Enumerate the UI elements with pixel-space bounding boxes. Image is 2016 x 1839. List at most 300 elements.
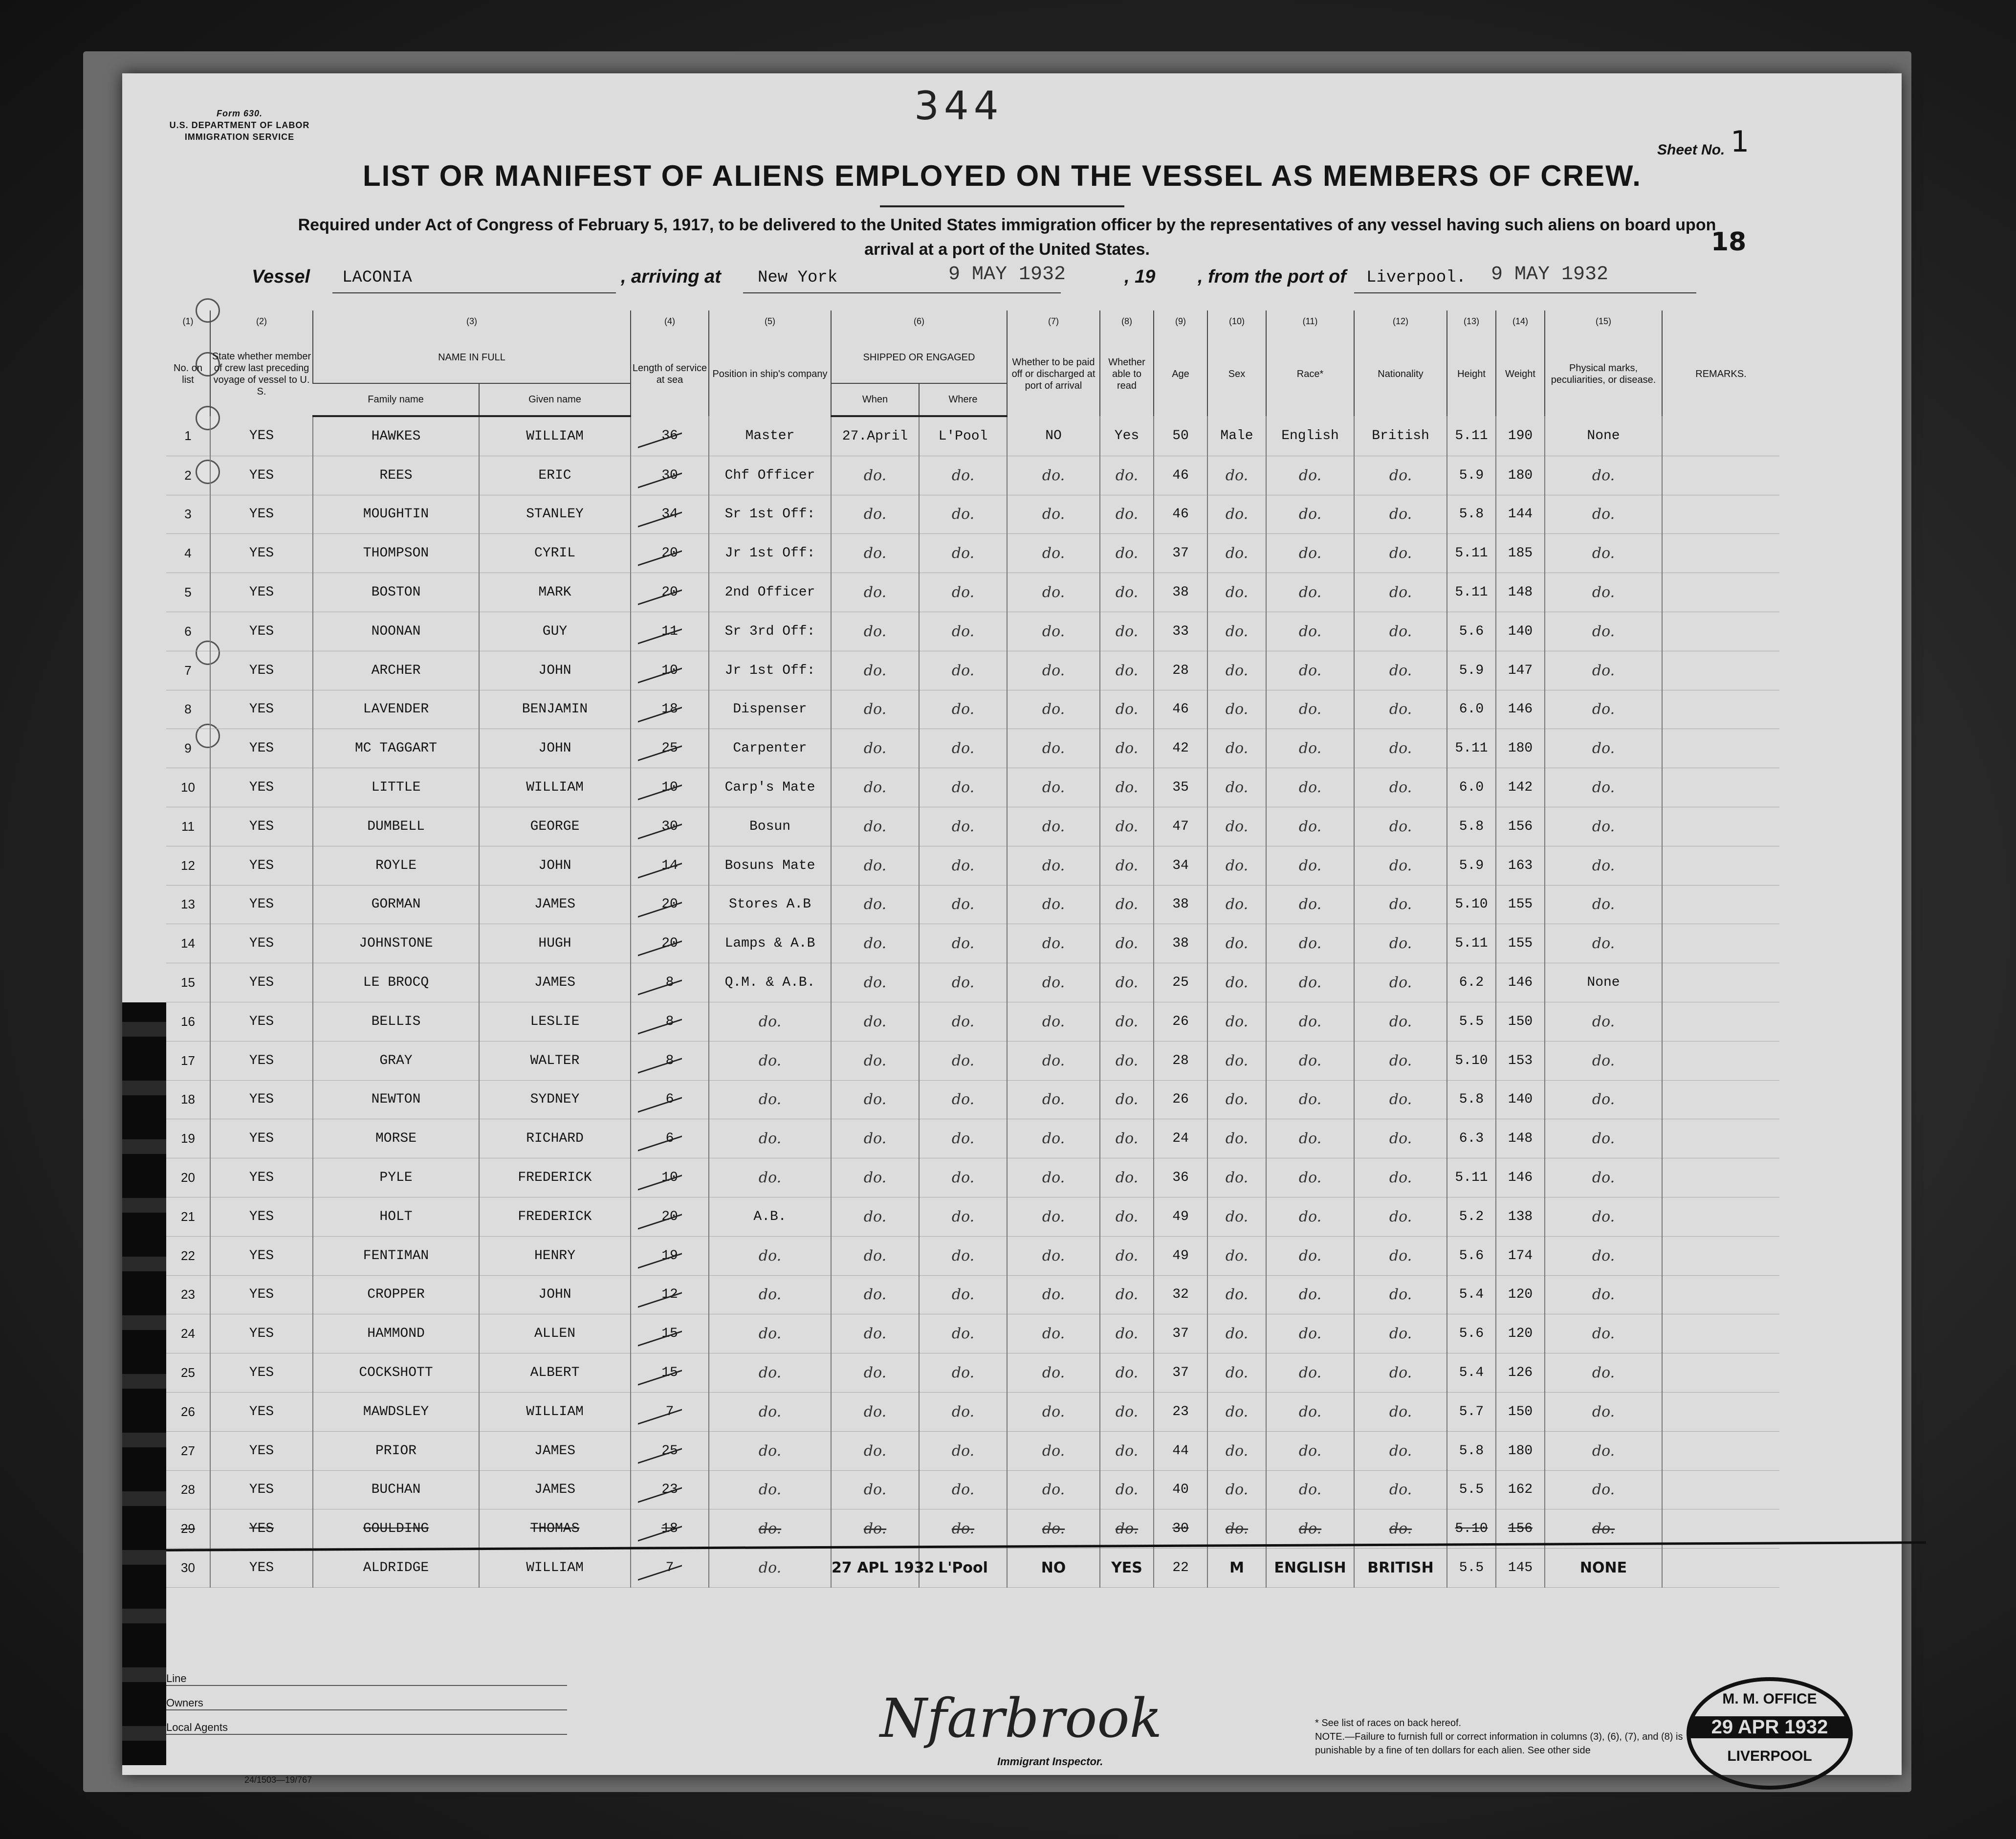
cell-prev: YES xyxy=(210,1431,313,1470)
cell-weight: 150 xyxy=(1496,1002,1545,1041)
cell-height: 6.2 xyxy=(1447,963,1496,1002)
table-row xyxy=(166,1119,1779,1158)
cell-remarks xyxy=(1662,1041,1779,1080)
cell-where: do. xyxy=(919,690,1007,729)
cell-sex: do. xyxy=(1207,1236,1266,1275)
cell-weight: 144 xyxy=(1496,495,1545,534)
cell-where: do. xyxy=(919,768,1007,807)
cell-family: LE BROCQ xyxy=(313,963,479,1002)
table-row xyxy=(166,846,1779,885)
form-reference: 24/1503—19/767 xyxy=(244,1775,312,1785)
cell-weight: 145 xyxy=(1496,1549,1545,1588)
cell-marks: do. xyxy=(1545,612,1662,651)
cell-when: do. xyxy=(831,729,919,768)
cell-race: do. xyxy=(1266,1353,1354,1393)
table-row xyxy=(166,1002,1779,1041)
cell-remarks xyxy=(1662,1197,1779,1236)
col-num: (4) xyxy=(631,310,709,332)
cell-read: do. xyxy=(1100,1236,1154,1275)
cell-weight: 146 xyxy=(1496,963,1545,1002)
cell-paid: do. xyxy=(1007,1236,1100,1275)
cell-read: do. xyxy=(1100,924,1154,963)
cell-nationality: do. xyxy=(1354,1392,1447,1431)
cell-age: 26 xyxy=(1154,1002,1207,1041)
cell-where: do. xyxy=(919,534,1007,573)
cell-family: REES xyxy=(313,456,479,495)
cell-where: do. xyxy=(919,1002,1007,1041)
cell-no: 16 xyxy=(166,1002,210,1041)
cell-nationality: do. xyxy=(1354,1236,1447,1275)
cell-position: Sr 3rd Off: xyxy=(709,612,831,651)
cell-given: GEORGE xyxy=(479,807,631,846)
cell-family: NEWTON xyxy=(313,1080,479,1119)
cell-position: Master xyxy=(709,416,831,456)
cell-position: do. xyxy=(709,1158,831,1197)
cell-service xyxy=(631,1236,709,1275)
cell-no: 15 xyxy=(166,963,210,1002)
cell-age: 30 xyxy=(1154,1509,1207,1549)
cell-race: do. xyxy=(1266,534,1354,573)
cell-race: do. xyxy=(1266,963,1354,1002)
cell-race: do. xyxy=(1266,651,1354,690)
cell-prev: YES xyxy=(210,1392,313,1431)
inspector-signature: Nfarbrook xyxy=(880,1687,1162,1750)
cell-height: 5.7 xyxy=(1447,1392,1496,1431)
cell-no: 30 xyxy=(166,1549,210,1588)
cell-paid: do. xyxy=(1007,768,1100,807)
cell-nationality: do. xyxy=(1354,729,1447,768)
table-row xyxy=(166,1041,1779,1080)
departure-port: Liverpool. xyxy=(1366,268,1467,287)
cell-when: do. xyxy=(831,651,919,690)
col-num: (12) xyxy=(1354,310,1447,332)
cell-given: MARK xyxy=(479,573,631,612)
cell-height: 5.8 xyxy=(1447,495,1496,534)
cell-position: Carpenter xyxy=(709,729,831,768)
cell-nationality: do. xyxy=(1354,846,1447,885)
cell-height: 5.6 xyxy=(1447,612,1496,651)
cell-when: 27.April xyxy=(831,416,919,456)
header-weight: Weight xyxy=(1496,332,1545,416)
cell-when: do. xyxy=(831,573,919,612)
table-row xyxy=(166,1080,1779,1119)
cell-height: 6.0 xyxy=(1447,768,1496,807)
cell-paid: do. xyxy=(1007,456,1100,495)
cell-when: do. xyxy=(831,1392,919,1431)
cell-nationality: do. xyxy=(1354,573,1447,612)
cell-where: do. xyxy=(919,729,1007,768)
cell-sex: Male xyxy=(1207,416,1266,456)
vessel-name: LACONIA xyxy=(342,268,412,287)
cell-race: do. xyxy=(1266,456,1354,495)
cell-family: MOUGHTIN xyxy=(313,495,479,534)
cell-given: WALTER xyxy=(479,1041,631,1080)
cell-service xyxy=(631,456,709,495)
cell-height: 5.11 xyxy=(1447,924,1496,963)
cell-paid: do. xyxy=(1007,729,1100,768)
department-name: U.S. DEPARTMENT OF LABOR xyxy=(169,120,310,130)
cell-weight: 155 xyxy=(1496,885,1545,924)
cell-family: MC TAGGART xyxy=(313,729,479,768)
handwritten-mark: 18 xyxy=(1711,227,1747,257)
cell-read: Yes xyxy=(1100,416,1154,456)
cell-age: 38 xyxy=(1154,885,1207,924)
cell-prev: YES xyxy=(210,1197,313,1236)
cell-sex: do. xyxy=(1207,612,1266,651)
cell-read: do. xyxy=(1100,1392,1154,1431)
cell-sex: do. xyxy=(1207,1275,1266,1314)
cell-when: do. xyxy=(831,690,919,729)
header-given-name: Given name xyxy=(479,383,631,416)
fine-note: NOTE.—Failure to furnish full or correct information in columns (3), (6), (7), and (8) is punishable by a fine of ten dollars for each alien. See other side xyxy=(1315,1731,1683,1756)
cell-remarks xyxy=(1662,1353,1779,1393)
cell-sex: do. xyxy=(1207,456,1266,495)
cell-given: JAMES xyxy=(479,885,631,924)
legal-note xyxy=(1315,1716,1706,1757)
table-row xyxy=(166,768,1779,807)
table-row xyxy=(166,416,1779,456)
service-value: 15 xyxy=(661,1365,678,1381)
cell-race: do. xyxy=(1266,1431,1354,1470)
cell-prev: YES xyxy=(210,1353,313,1393)
cell-service xyxy=(631,1470,709,1509)
cell-age: 23 xyxy=(1154,1392,1207,1431)
cell-paid: do. xyxy=(1007,1353,1100,1393)
cell-marks: do. xyxy=(1545,1041,1662,1080)
service-value: 6 xyxy=(665,1131,674,1147)
cell-race: do. xyxy=(1266,768,1354,807)
cell-family: NOONAN xyxy=(313,612,479,651)
cell-age: 40 xyxy=(1154,1470,1207,1509)
cell-paid: do. xyxy=(1007,1119,1100,1158)
table-row xyxy=(166,807,1779,846)
cell-age: 49 xyxy=(1154,1236,1207,1275)
cell-height: 5.8 xyxy=(1447,807,1496,846)
cell-marks: NONE xyxy=(1545,1549,1662,1588)
cell-when: do. xyxy=(831,1353,919,1393)
col-num: (14) xyxy=(1496,310,1545,332)
cell-when: do. xyxy=(831,1002,919,1041)
cell-nationality: do. xyxy=(1354,807,1447,846)
col-num: (1) xyxy=(182,316,194,326)
cell-weight: 180 xyxy=(1496,1431,1545,1470)
service-value: 7 xyxy=(665,1404,674,1419)
cell-position: Chf Officer xyxy=(709,456,831,495)
arriving-label: , arriving at xyxy=(621,266,721,287)
cell-no: 20 xyxy=(166,1158,210,1197)
office-stamp xyxy=(1687,1677,1853,1790)
cell-paid: do. xyxy=(1007,846,1100,885)
cell-where: do. xyxy=(919,612,1007,651)
cell-remarks xyxy=(1662,885,1779,924)
cell-service xyxy=(631,1431,709,1470)
cell-age: 35 xyxy=(1154,768,1207,807)
cell-race: do. xyxy=(1266,612,1354,651)
cell-sex: do. xyxy=(1207,1509,1266,1549)
cell-prev: YES xyxy=(210,768,313,807)
cell-age: 34 xyxy=(1154,846,1207,885)
arriving-underline xyxy=(743,292,1061,293)
cell-nationality: do. xyxy=(1354,1353,1447,1393)
cell-no: 6 xyxy=(166,612,210,651)
cell-when: do. xyxy=(831,807,919,846)
service-value: 18 xyxy=(661,702,678,717)
cell-prev: YES xyxy=(210,1509,313,1549)
cell-age: 24 xyxy=(1154,1119,1207,1158)
cell-nationality: do. xyxy=(1354,690,1447,729)
cell-given: STANLEY xyxy=(479,495,631,534)
cell-no: 1 xyxy=(166,416,210,456)
cell-when: do. xyxy=(831,1470,919,1509)
cell-position: Lamps & A.B xyxy=(709,924,831,963)
table-row xyxy=(166,885,1779,924)
cell-no: 22 xyxy=(166,1236,210,1275)
check-mark xyxy=(638,960,682,996)
col-num: (15) xyxy=(1545,310,1662,332)
cell-position: do. xyxy=(709,1353,831,1393)
cell-no: 23 xyxy=(166,1275,210,1314)
cell-given: JAMES xyxy=(479,1470,631,1509)
cell-read: do. xyxy=(1100,690,1154,729)
cell-read: do. xyxy=(1100,1041,1154,1080)
cell-prev: YES xyxy=(210,495,313,534)
cell-service xyxy=(631,1314,709,1353)
cell-read: do. xyxy=(1100,1470,1154,1509)
cell-paid: do. xyxy=(1007,573,1100,612)
service-value: 20 xyxy=(661,585,678,600)
cell-family: FENTIMAN xyxy=(313,1236,479,1275)
race-note: * See list of races on back hereof. xyxy=(1315,1718,1462,1728)
cell-prev: YES xyxy=(210,690,313,729)
cell-service xyxy=(631,1275,709,1314)
cell-height: 5.8 xyxy=(1447,1431,1496,1470)
service-value: 10 xyxy=(661,663,678,678)
cell-read: do. xyxy=(1100,612,1154,651)
cell-no: 29 xyxy=(166,1509,210,1549)
cell-service xyxy=(631,495,709,534)
cell-when: do. xyxy=(831,456,919,495)
header-physical-marks: Physical marks, peculiarities, or disease. xyxy=(1545,332,1662,416)
cell-where: do. xyxy=(919,885,1007,924)
cell-family: MAWDSLEY xyxy=(313,1392,479,1431)
col-num: (10) xyxy=(1207,310,1266,332)
cell-weight: 142 xyxy=(1496,768,1545,807)
cell-read: do. xyxy=(1100,534,1154,573)
cell-sex: do. xyxy=(1207,1158,1266,1197)
cell-where: do. xyxy=(919,1119,1007,1158)
cell-nationality: do. xyxy=(1354,495,1447,534)
cell-no: 21 xyxy=(166,1197,210,1236)
cell-prev: YES xyxy=(210,573,313,612)
check-mark xyxy=(638,1038,682,1073)
cell-sex: do. xyxy=(1207,885,1266,924)
cell-age: 33 xyxy=(1154,612,1207,651)
cell-no: 2 xyxy=(166,456,210,495)
cell-marks: do. xyxy=(1545,729,1662,768)
cell-height: 5.9 xyxy=(1447,456,1496,495)
cell-family: GORMAN xyxy=(313,885,479,924)
cell-no: 19 xyxy=(166,1119,210,1158)
cell-family: BUCHAN xyxy=(313,1470,479,1509)
cell-nationality: do. xyxy=(1354,1158,1447,1197)
cell-age: 38 xyxy=(1154,924,1207,963)
cell-when: do. xyxy=(831,612,919,651)
cell-position: do. xyxy=(709,1002,831,1041)
owners-field xyxy=(166,1697,567,1710)
cell-given: WILLIAM xyxy=(479,1549,631,1588)
cell-race: English xyxy=(1266,416,1354,456)
cell-remarks xyxy=(1662,416,1779,456)
cell-weight: 185 xyxy=(1496,534,1545,573)
cell-position: do. xyxy=(709,1119,831,1158)
cell-position: A.B. xyxy=(709,1197,831,1236)
cell-when: do. xyxy=(831,1080,919,1119)
table-row xyxy=(166,1392,1779,1431)
cell-weight: 147 xyxy=(1496,651,1545,690)
cell-weight: 146 xyxy=(1496,1158,1545,1197)
cell-where: do. xyxy=(919,1041,1007,1080)
cell-remarks xyxy=(1662,456,1779,495)
cell-age: 49 xyxy=(1154,1197,1207,1236)
cell-race: do. xyxy=(1266,1080,1354,1119)
service-value: 6 xyxy=(665,1092,674,1108)
table-row xyxy=(166,1197,1779,1236)
cell-sex: do. xyxy=(1207,729,1266,768)
cell-given: RICHARD xyxy=(479,1119,631,1158)
cell-weight: 156 xyxy=(1496,807,1545,846)
cell-sex: do. xyxy=(1207,924,1266,963)
cell-sex: do. xyxy=(1207,573,1266,612)
cell-given: JOHN xyxy=(479,846,631,885)
check-mark xyxy=(638,1389,682,1424)
cell-sex: do. xyxy=(1207,1431,1266,1470)
cell-age: 28 xyxy=(1154,1041,1207,1080)
service-value: 8 xyxy=(665,975,674,991)
service-value: 36 xyxy=(661,428,678,443)
cell-race: do. xyxy=(1266,924,1354,963)
cell-height: 5.8 xyxy=(1447,1080,1496,1119)
col-num: (11) xyxy=(1266,310,1354,332)
cell-nationality: British xyxy=(1354,416,1447,456)
cell-prev: YES xyxy=(210,1119,313,1158)
cell-height: 5.6 xyxy=(1447,1236,1496,1275)
cell-prev: YES xyxy=(210,1041,313,1080)
cell-race: do. xyxy=(1266,1470,1354,1509)
cell-paid: do. xyxy=(1007,690,1100,729)
cell-given: JAMES xyxy=(479,963,631,1002)
table-row xyxy=(166,1236,1779,1275)
col-num: (6) xyxy=(831,310,1007,332)
cell-no: 27 xyxy=(166,1431,210,1470)
cell-read: do. xyxy=(1100,495,1154,534)
cell-given: WILLIAM xyxy=(479,768,631,807)
cell-given: ERIC xyxy=(479,456,631,495)
cell-marks: do. xyxy=(1545,1236,1662,1275)
form-number: Form 630. xyxy=(216,109,263,118)
cell-height: 5.11 xyxy=(1447,416,1496,456)
cell-nationality: do. xyxy=(1354,885,1447,924)
cell-position: Sr 1st Off: xyxy=(709,495,831,534)
cell-remarks xyxy=(1662,1470,1779,1509)
cell-read: do. xyxy=(1100,1509,1154,1549)
cell-nationality: do. xyxy=(1354,1470,1447,1509)
cell-service xyxy=(631,885,709,924)
cell-weight: 146 xyxy=(1496,690,1545,729)
service-value: 11 xyxy=(661,623,678,639)
cell-given: HUGH xyxy=(479,924,631,963)
cell-when: do. xyxy=(831,1119,919,1158)
cell-nationality: do. xyxy=(1354,1080,1447,1119)
cell-where: do. xyxy=(919,1314,1007,1353)
inspector-label: Immigrant Inspector. xyxy=(997,1755,1103,1768)
crew-table-body xyxy=(166,416,1779,1587)
cell-paid: do. xyxy=(1007,1431,1100,1470)
cell-race: do. xyxy=(1266,1158,1354,1197)
cell-where: do. xyxy=(919,846,1007,885)
cell-weight: 162 xyxy=(1496,1470,1545,1509)
title-rule xyxy=(880,205,1124,207)
check-mark xyxy=(638,1077,682,1112)
cell-prev: YES xyxy=(210,1002,313,1041)
cell-read: do. xyxy=(1100,729,1154,768)
cell-given: FREDERICK xyxy=(479,1197,631,1236)
check-mark xyxy=(638,999,682,1034)
cell-marks: do. xyxy=(1545,1275,1662,1314)
header-able-to-read: Whether able to read xyxy=(1100,332,1154,416)
cell-nationality: do. xyxy=(1354,1002,1447,1041)
cell-where: do. xyxy=(919,1392,1007,1431)
cell-marks: do. xyxy=(1545,1392,1662,1431)
header-state-whether: State whether member of crew last preceding voyage of vessel to U. S. xyxy=(210,332,313,416)
cell-where: do. xyxy=(919,1509,1007,1549)
cell-when: do. xyxy=(831,1314,919,1353)
check-mark xyxy=(638,1545,682,1580)
col-num: (8) xyxy=(1100,310,1154,332)
cell-family: BELLIS xyxy=(313,1002,479,1041)
cell-race: do. xyxy=(1266,885,1354,924)
cell-where: do. xyxy=(919,573,1007,612)
cell-marks: do. xyxy=(1545,651,1662,690)
cell-read: do. xyxy=(1100,846,1154,885)
cell-position: do. xyxy=(709,1431,831,1470)
cell-given: CYRIL xyxy=(479,534,631,573)
crew-table xyxy=(166,310,1779,1588)
service-value: 30 xyxy=(661,819,678,834)
header-where: Where xyxy=(919,383,1007,416)
cell-read: do. xyxy=(1100,1431,1154,1470)
cell-no: 17 xyxy=(166,1041,210,1080)
cell-position: do. xyxy=(709,1041,831,1080)
cell-family: DUMBELL xyxy=(313,807,479,846)
cell-when: do. xyxy=(831,1197,919,1236)
cell-position: Dispenser xyxy=(709,690,831,729)
table-row xyxy=(166,573,1779,612)
header-nationality: Nationality xyxy=(1354,332,1447,416)
cell-age: 50 xyxy=(1154,416,1207,456)
cell-family: BOSTON xyxy=(313,573,479,612)
manifest-page xyxy=(122,73,1902,1785)
cell-service xyxy=(631,963,709,1002)
cell-prev: YES xyxy=(210,456,313,495)
cell-when: do. xyxy=(831,1509,919,1549)
cell-sex: do. xyxy=(1207,807,1266,846)
cell-marks: do. xyxy=(1545,534,1662,573)
cell-family: ROYLE xyxy=(313,846,479,885)
agents-field xyxy=(166,1721,567,1735)
cell-where: do. xyxy=(919,1275,1007,1314)
cell-position: do. xyxy=(709,1392,831,1431)
cell-service xyxy=(631,690,709,729)
